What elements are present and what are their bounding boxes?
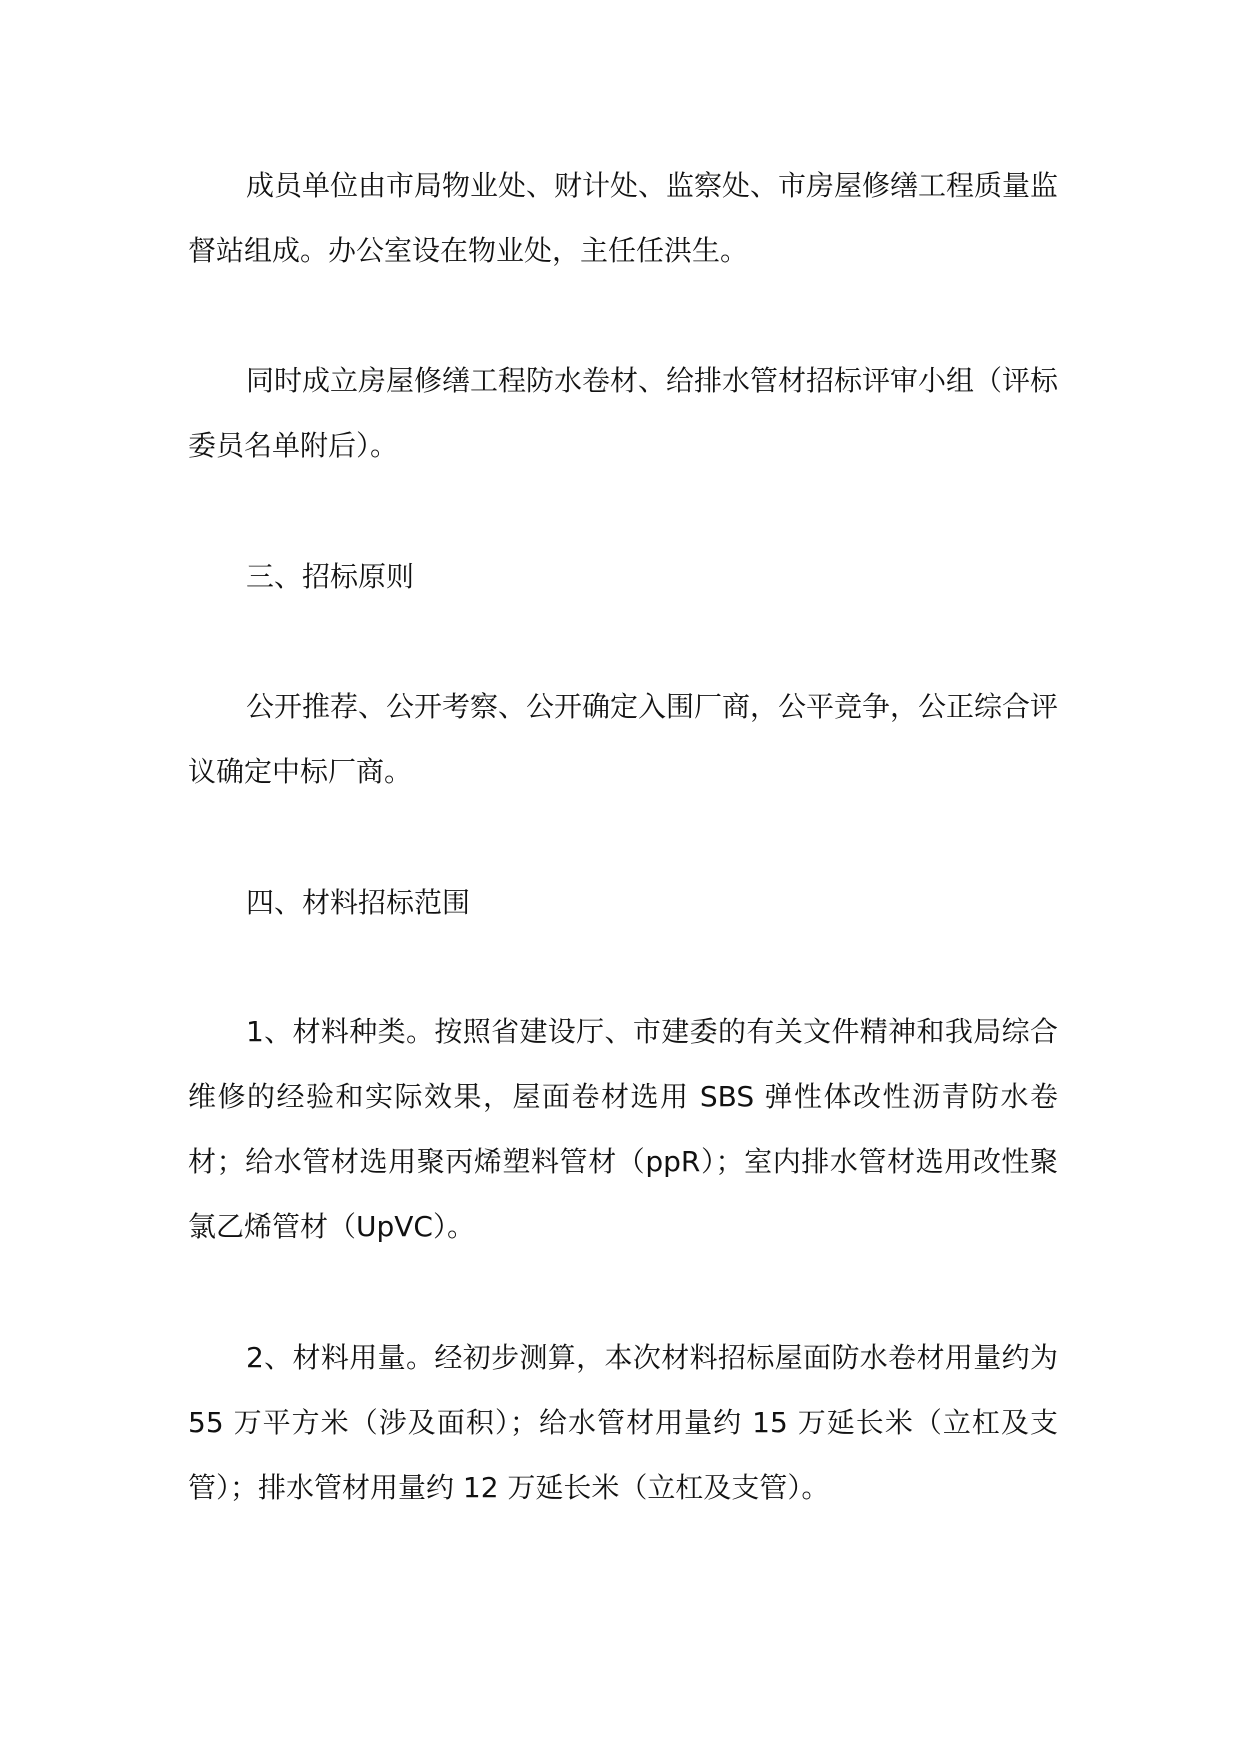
paragraph-material-quantities: 2、材料用量。经初步测算，本次材料招标屋面防水卷材用量约为 55 万平方米（涉及面积）；给水管材用量约 15 万延长米（立杠及支管）；排水管材用量约 12 万延长米（立杠及支管）。 (188, 1341, 1058, 1504)
paragraph-evaluation-group: 同时成立房屋修缮工程防水卷材、给排水管材招标评审小组（评标委员名单附后）。 (188, 364, 1059, 462)
paragraph-bidding-principles: 公开推荐、公开考察、公开确定入围厂商，公平竞争，公正综合评议确定中标厂商。 (188, 690, 1059, 788)
paragraph-member-units: 成员单位由市局物业处、财计处、监察处、市房屋修缮工程质量监督站组成。办公室设在物业处，主任任洪生。 (188, 169, 1059, 267)
paragraph-material-types: 1、材料种类。按照省建设厅、市建委的有关文件精神和我局综合维修的经验和实际效果，屋面卷材选用 SBS 弹性体改性沥青防水卷材；给水管材选用聚丙烯塑料管材（ppR）；室内排水管材选用改性聚氯乙烯管材（UpVC）。 (188, 1015, 1058, 1243)
heading-material-scope: 四、材料招标范围 (246, 886, 471, 919)
heading-bidding-principles: 三、招标原则 (246, 560, 415, 593)
